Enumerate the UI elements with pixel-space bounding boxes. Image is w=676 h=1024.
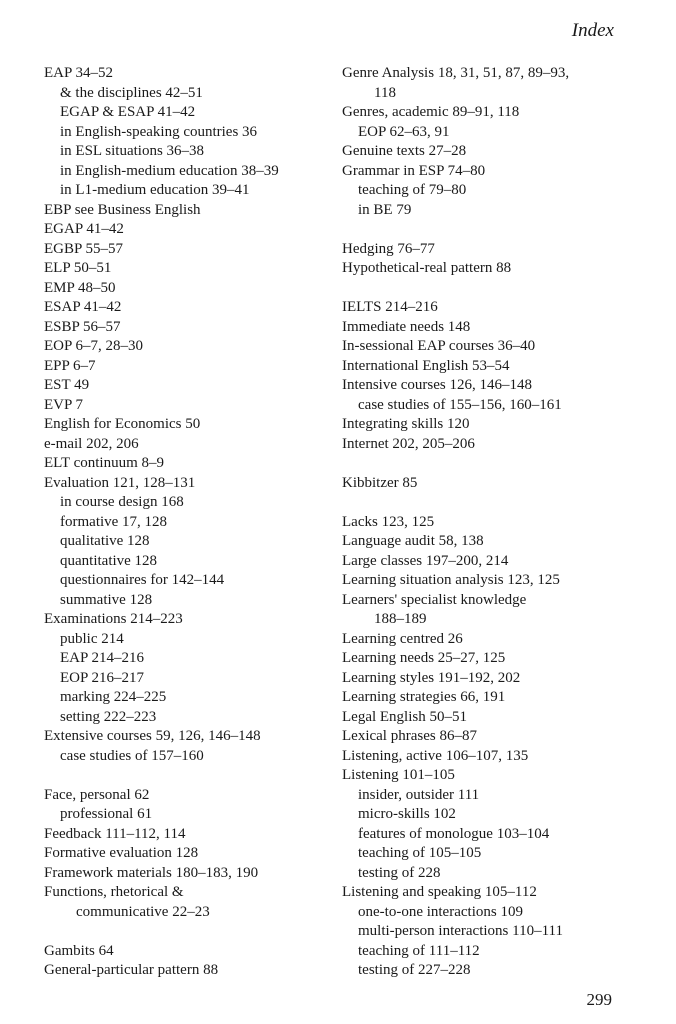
index-entry: Feedback 111–112, 114	[44, 825, 186, 842]
index-entry: Functions, rhetorical &	[44, 884, 184, 900]
index-entry: Kibbitzer 85	[342, 474, 418, 491]
index-subentry: EAP 214–216	[60, 650, 145, 666]
index-entry: EOP 6–7, 28–30	[44, 338, 144, 354]
index-entry: EGAP 41–42	[44, 221, 124, 237]
index-subentry: & the disciplines 42–51	[60, 84, 203, 101]
index-entry: Grammar in ESP 74–80	[342, 162, 486, 179]
index-entry: EAP 34–52	[44, 65, 114, 81]
index-subentry: case studies of 155–156, 160–161	[358, 396, 562, 413]
index-subentry: in English-medium education 38–39	[60, 162, 279, 179]
index-subentry: questionnaires for 142–144	[60, 572, 225, 588]
index-subentry: in L1-medium education 39–41	[60, 182, 250, 198]
index-entry: Face, personal 62	[44, 786, 150, 803]
index-entry: Learning styles 191–192, 202	[342, 669, 521, 686]
index-subentry: qualitative 128	[60, 533, 150, 549]
index-entry: Listening and speaking 105–112	[342, 884, 537, 900]
index-entry: Hedging 76–77	[342, 240, 435, 257]
index-subentry: quantitative 128	[60, 552, 158, 569]
index-subentry: setting 222–223	[60, 708, 157, 725]
index-entry: Learning situation analysis 123, 125	[342, 572, 560, 588]
index-entry: Intensive courses 126, 146–148	[342, 377, 532, 393]
index-entry: ELP 50–51	[44, 260, 112, 276]
index-entry: Legal English 50–51	[342, 708, 467, 725]
entry-gap	[44, 766, 334, 786]
index-entry: EST 49	[44, 377, 90, 393]
index-entry: Genuine texts 27–28	[342, 143, 467, 159]
page-number: 299	[586, 990, 612, 1009]
entry-gap	[342, 279, 634, 299]
index-entry: English for Economics 50	[44, 416, 201, 432]
index-entry: EBP see Business English	[44, 201, 201, 218]
entry-gap	[342, 454, 634, 474]
index-entry: EMP 48–50	[44, 279, 116, 296]
index-entry: Extensive courses 59, 126, 146–148	[44, 728, 261, 744]
index-subentry: EGAP & ESAP 41–42	[60, 104, 196, 120]
index-subentry: teaching of 111–112	[358, 942, 480, 959]
index-subentry: marking 224–225	[60, 689, 167, 705]
index-entry: ESAP 41–42	[44, 299, 122, 315]
index-column-right	[342, 64, 634, 981]
index-entry: EVP 7	[44, 396, 84, 413]
index-subentry: formative 17, 128	[60, 513, 168, 530]
index-entry: Framework materials 180–183, 190	[44, 864, 259, 881]
index-entry: Internet 202, 205–206	[342, 435, 475, 452]
index-subentry: teaching of 79–80	[358, 182, 467, 198]
index-entry: Learning strategies 66, 191	[342, 689, 506, 705]
index-entry: Listening 101–105	[342, 767, 455, 783]
index-entry: ELT continuum 8–9	[44, 455, 164, 471]
index-subentry: in BE 79	[358, 201, 412, 218]
page-header-title: Index	[571, 20, 614, 41]
index-entry: Lacks 123, 125	[342, 513, 435, 530]
index-subentry: teaching of 105–105	[358, 845, 482, 861]
index-entry: Learning centred 26	[342, 630, 463, 647]
index-entry: IELTS 214–216	[342, 299, 438, 315]
index-subentry: in ESL situations 36–38	[60, 143, 205, 159]
index-entry: e-mail 202, 206	[44, 435, 139, 452]
entry-gap	[342, 493, 634, 513]
index-entry: Evaluation 121, 128–131	[44, 474, 196, 491]
index-subentry: micro-skills 102	[358, 806, 456, 822]
index-subentry: in English-speaking countries 36	[60, 123, 258, 140]
index-entry: Large classes 197–200, 214	[342, 552, 509, 569]
index-subentry: insider, outsider 111	[358, 786, 480, 803]
index-subentry: communicative 22–23	[76, 903, 210, 920]
index-entry: Immediate needs 148	[342, 318, 471, 335]
entry-gap	[342, 220, 634, 240]
index-entry: Learners' specialist knowledge	[342, 591, 527, 608]
index-subentry: EOP 62–63, 91	[358, 123, 450, 140]
index-entry: Language audit 58, 138	[342, 533, 484, 549]
index-entry: Formative evaluation 128	[44, 845, 199, 861]
index-entry: Learning needs 25–27, 125	[342, 650, 506, 666]
index-column-left	[44, 64, 334, 981]
index-subentry: EOP 216–217	[60, 669, 145, 686]
index-subentry: case studies of 157–160	[60, 747, 204, 764]
index-subentry: testing of 228	[358, 864, 441, 881]
index-entry: EGBP 55–57	[44, 240, 124, 257]
index-subentry: professional 61	[60, 806, 153, 822]
index-subentry: 118	[374, 84, 396, 101]
index-entry: EPP 6–7	[44, 357, 96, 374]
index-subentry: one-to-one interactions 109	[358, 903, 523, 920]
index-entry: Hypothetical-real pattern 88	[342, 260, 512, 276]
index-entry: International English 53–54	[342, 357, 510, 374]
index-subentry: in course design 168	[60, 494, 184, 510]
index-subentry: summative 128	[60, 591, 153, 608]
index-entry: ESBP 56–57	[44, 318, 121, 335]
index-entry: Genres, academic 89–91, 118	[342, 104, 520, 120]
index-subentry: multi-person interactions 110–111	[358, 923, 563, 939]
index-entry: Integrating skills 120	[342, 416, 470, 432]
index-entry: General-particular pattern 88	[44, 962, 219, 978]
index-entry: Gambits 64	[44, 942, 114, 959]
index-subentry: public 214	[60, 630, 124, 647]
index-subentry: 188–189	[374, 611, 427, 627]
index-entry: Listening, active 106–107, 135	[342, 747, 529, 764]
index-entry: Examinations 214–223	[44, 611, 183, 627]
index-entry: In-sessional EAP courses 36–40	[342, 338, 536, 354]
index-entry: Genre Analysis 18, 31, 51, 87, 89–93,	[342, 65, 570, 81]
entry-gap	[44, 922, 334, 942]
index-entry: Lexical phrases 86–87	[342, 728, 477, 744]
index-subentry: features of monologue 103–104	[358, 825, 550, 842]
index-subentry: testing of 227–228	[358, 962, 471, 978]
